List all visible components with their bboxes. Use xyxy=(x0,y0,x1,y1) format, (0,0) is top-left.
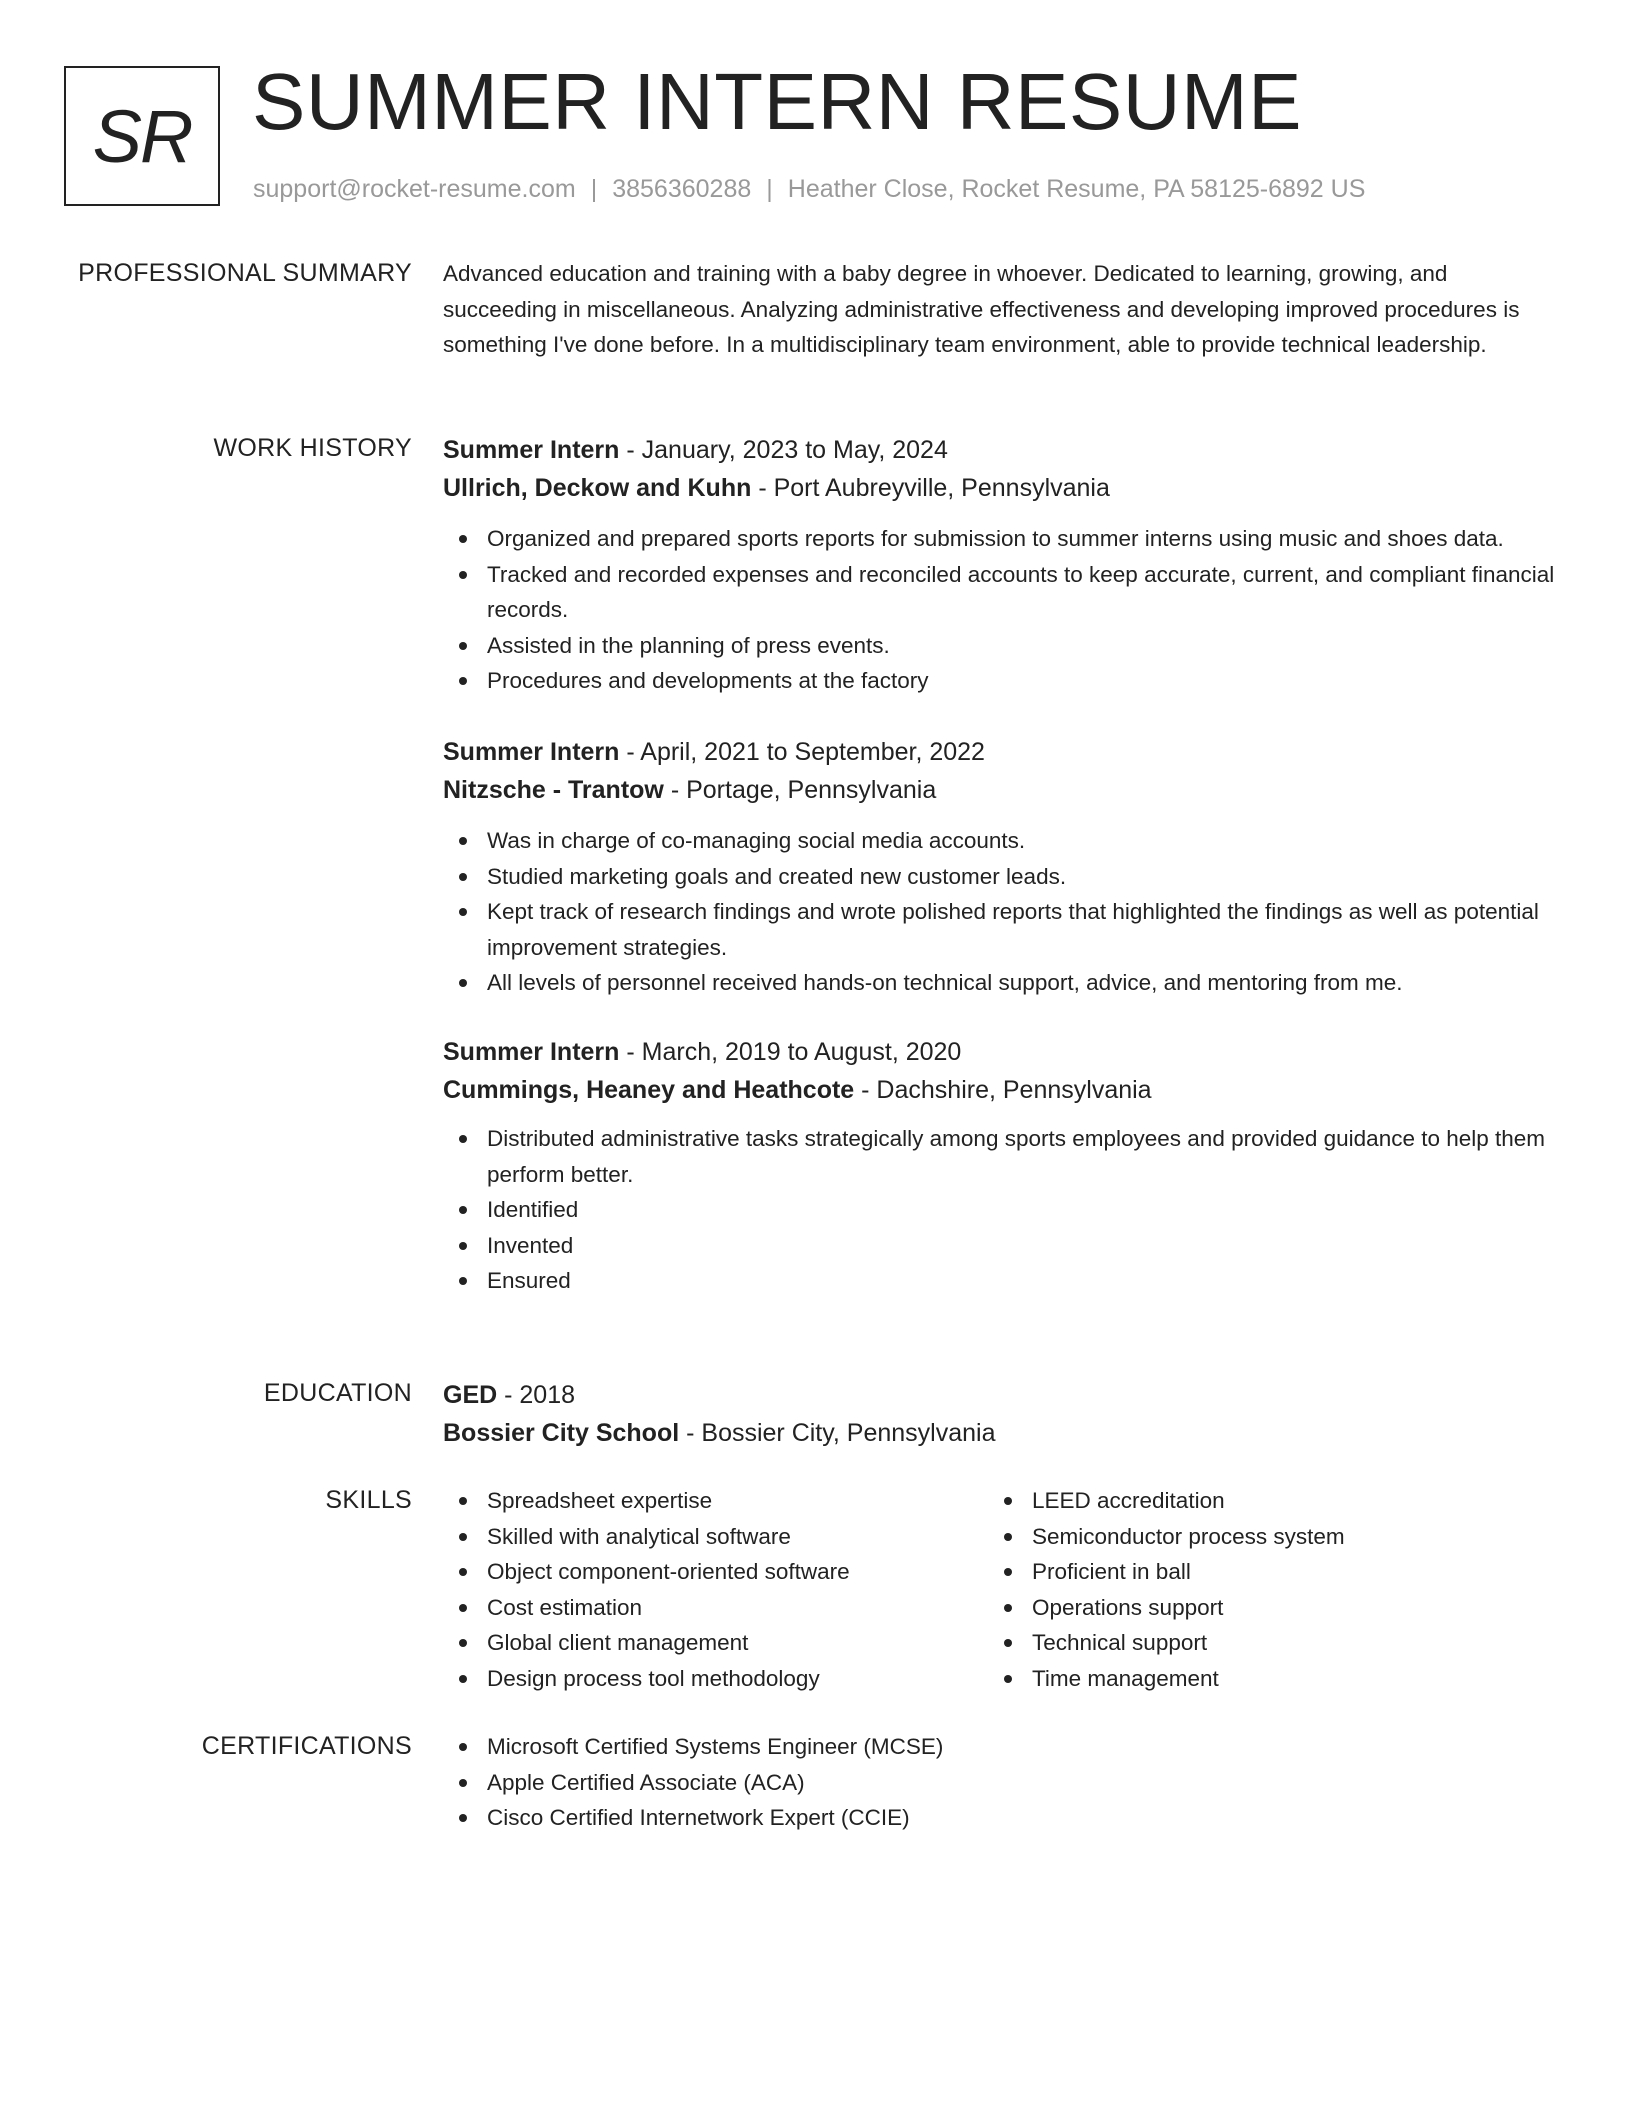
certifications-body xyxy=(443,1729,1563,1836)
job-title: Summer Intern xyxy=(443,1037,620,1066)
education-year: - 2018 xyxy=(497,1381,576,1409)
list-item: Kept track of research findings and wrote polished reports that highlighted the findings as well as potential improvement strategies. xyxy=(443,894,1563,965)
list-item: Operations support xyxy=(988,1590,1528,1626)
education-school: Bossier City School xyxy=(443,1419,680,1447)
job-entry xyxy=(443,431,1563,699)
list-item: Cisco Certified Internetwork Expert (CCIE) xyxy=(443,1800,1563,1836)
job-company-line xyxy=(443,771,1563,809)
list-item: Assisted in the planning of press events. xyxy=(443,628,1563,664)
contact-address: Heather Close, Rocket Resume, PA 58125-6892 US xyxy=(787,175,1366,203)
list-item: All levels of personnel received hands-on technical support, advice, and mentoring from me. xyxy=(443,965,1563,1001)
section-label-certifications: CERTIFICATIONS xyxy=(201,1732,412,1760)
skills-list-left xyxy=(443,1483,983,1697)
education-body xyxy=(443,1376,1563,1452)
education-degree: GED xyxy=(443,1381,498,1409)
list-item: Identified xyxy=(443,1192,1563,1228)
job-title: Summer Intern xyxy=(443,436,620,464)
list-item: Apple Certified Associate (ACA) xyxy=(443,1765,1563,1801)
resume-title: SUMMER INTERN RESUME xyxy=(252,57,1303,146)
section-label-summary: PROFESSIONAL SUMMARY xyxy=(78,259,412,287)
job-title-line xyxy=(443,431,1563,469)
job-title-line xyxy=(443,733,1563,771)
contact-line xyxy=(253,172,1365,206)
list-item: Studied marketing goals and created new customer leads. xyxy=(443,859,1563,895)
section-label-skills: SKILLS xyxy=(325,1486,412,1514)
list-item: Skilled with analytical software xyxy=(443,1519,983,1555)
skills-list-right xyxy=(988,1483,1528,1697)
job-company: Cummings, Heaney and Heathcote xyxy=(443,1075,855,1104)
job-company-line xyxy=(443,469,1563,507)
contact-separator: | xyxy=(766,175,773,203)
list-item: Cost estimation xyxy=(443,1590,983,1626)
job-location: - Dachshire, Pennsylvania xyxy=(854,1075,1152,1104)
job-company-line xyxy=(443,1071,1563,1109)
job-bullets xyxy=(443,1121,1563,1299)
list-item: LEED accreditation xyxy=(988,1483,1528,1519)
job-dates: - March, 2019 to August, 2020 xyxy=(619,1037,962,1066)
job-title: Summer Intern xyxy=(443,737,620,766)
list-item: Tracked and recorded expenses and reconciled accounts to keep accurate, current, and compliant financial records. xyxy=(443,557,1563,628)
list-item: Spreadsheet expertise xyxy=(443,1483,983,1519)
list-item: Semiconductor process system xyxy=(988,1519,1528,1555)
list-item: Proficient in ball xyxy=(988,1554,1528,1590)
list-item: Invented xyxy=(443,1228,1563,1264)
job-company: Nitzsche - Trantow xyxy=(443,775,664,804)
list-item: Time management xyxy=(988,1661,1528,1697)
job-bullets xyxy=(443,823,1563,1001)
summary-text: Advanced education and training with a baby degree in whoever. Dedicated to learning, growing, and succeeding in miscellaneous. Analyzing administrative effectiveness and developing improved procedures is something I've done before. In a multidisciplinary team environment, able to provide technical leadership. xyxy=(443,261,1520,357)
education-degree-line xyxy=(443,1376,1563,1414)
education-school-line xyxy=(443,1414,1563,1452)
contact-email[interactable]: support@rocket-resume.com xyxy=(253,175,576,203)
list-item: Object component-oriented software xyxy=(443,1554,983,1590)
job-location: - Port Aubreyville, Pennsylvania xyxy=(751,474,1110,502)
list-item: Technical support xyxy=(988,1625,1528,1661)
list-item: Microsoft Certified Systems Engineer (MCSE) xyxy=(443,1729,1563,1765)
list-item: Ensured xyxy=(443,1263,1563,1299)
section-label-work-history: WORK HISTORY xyxy=(213,434,412,462)
list-item: Distributed administrative tasks strategically among sports employees and provided guidance to help them perform better. xyxy=(443,1121,1563,1192)
list-item: Organized and prepared sports reports for submission to summer interns using music and shoes data. xyxy=(443,521,1563,557)
job-dates: - April, 2021 to September, 2022 xyxy=(619,737,985,766)
summary-body xyxy=(443,256,1563,363)
job-bullets xyxy=(443,521,1563,699)
job-title-line xyxy=(443,1033,1563,1071)
certifications-list xyxy=(443,1729,1563,1836)
job-dates: - January, 2023 to May, 2024 xyxy=(619,436,948,464)
contact-separator: | xyxy=(590,175,598,203)
section-label-education: EDUCATION xyxy=(263,1379,412,1407)
list-item: Global client management xyxy=(443,1625,983,1661)
monogram-logo: SR xyxy=(64,66,220,206)
job-location: - Portage, Pennsylvania xyxy=(663,775,937,804)
list-item: Was in charge of co-managing social media accounts. xyxy=(443,823,1563,859)
job-entry xyxy=(443,1033,1563,1299)
job-entry xyxy=(443,733,1563,1001)
contact-phone[interactable]: 3856360288 xyxy=(612,175,752,203)
list-item: Design process tool methodology xyxy=(443,1661,983,1697)
list-item: Procedures and developments at the factory xyxy=(443,663,1563,699)
education-location: - Bossier City, Pennsylvania xyxy=(679,1419,996,1447)
work-history-body xyxy=(443,431,1563,1299)
job-company: Ullrich, Deckow and Kuhn xyxy=(443,474,752,502)
